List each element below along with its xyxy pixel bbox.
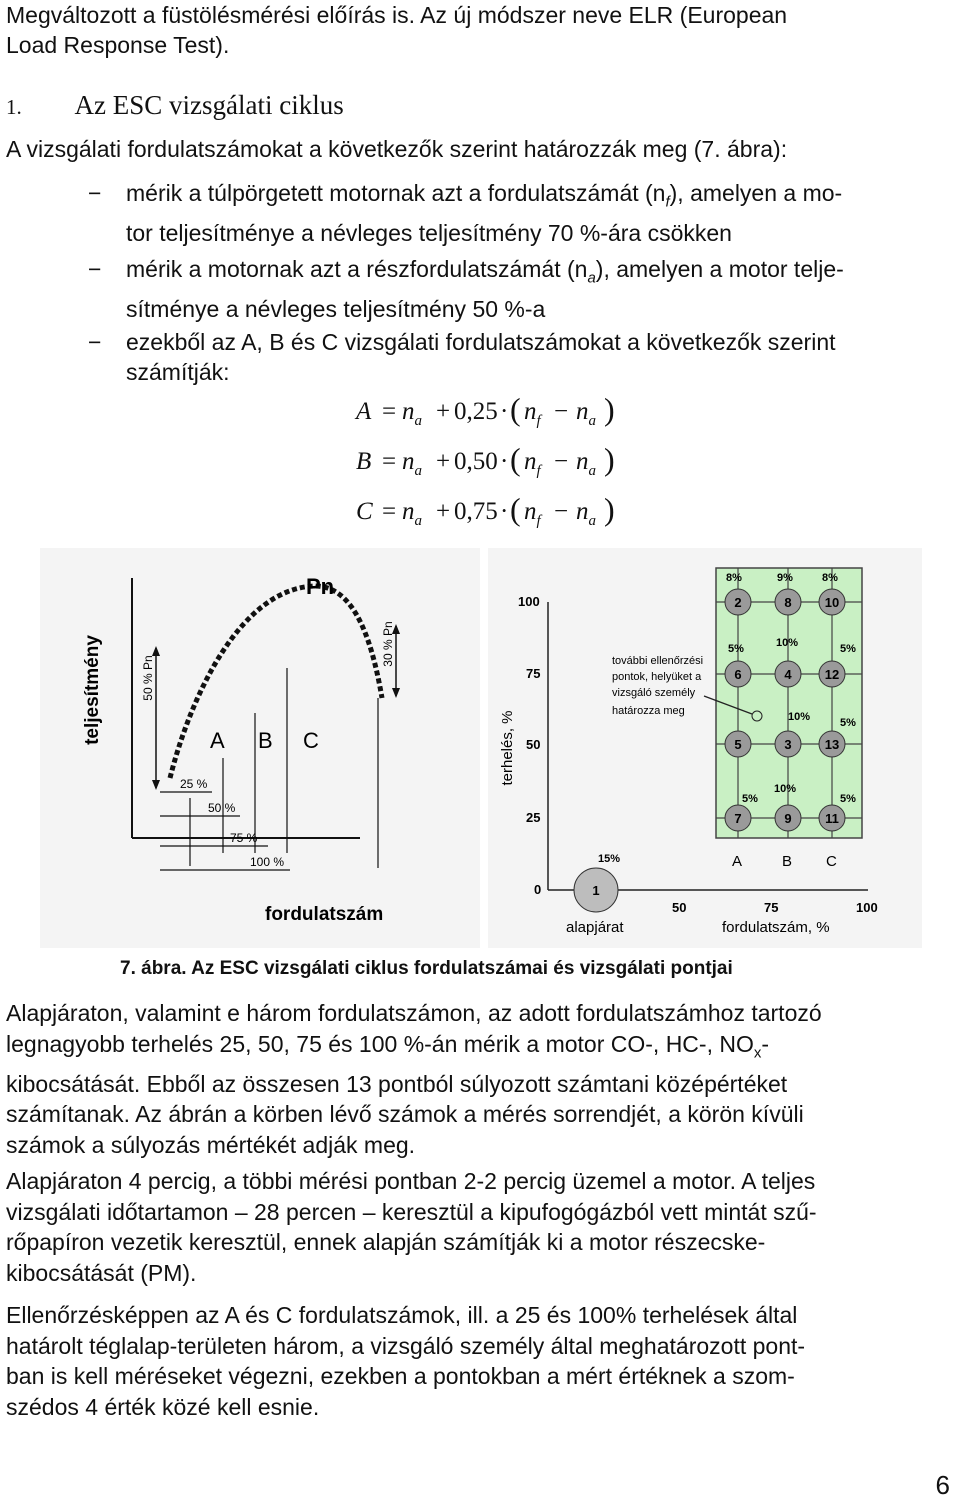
note-line: pontok, helyüket a (612, 671, 702, 683)
formula-plus: + (436, 398, 451, 425)
weight-label: 8% (822, 572, 838, 584)
page-number: 6 (935, 1470, 950, 1500)
bullet-2-text: mérik a motornak azt a részfordulatszámát (n (126, 256, 588, 282)
formula-sub: a (414, 413, 422, 429)
x-tick-75: 75 (764, 900, 779, 915)
note-line: határozza meg (612, 705, 685, 717)
formula-paren: ) (604, 491, 615, 527)
figure-caption: 7. ábra. Az ESC vizsgálati ciklus fordulatszámai és vizsgálati pontjai (120, 958, 733, 979)
note-line: vizsgáló személy (612, 687, 696, 699)
esc-test-points-figure (488, 548, 922, 948)
formula-n: n (402, 398, 415, 425)
paragraph-1-line: Alapjáraton, valamint e három fordulatszámon, az adott fordulatszámhoz tartozó (6, 1000, 822, 1026)
formula-minus: − (554, 448, 569, 475)
peak-label: Pn (306, 574, 335, 599)
bullet-dash: − (88, 256, 102, 282)
formula-sub: a (588, 513, 596, 529)
extra-point-icon (752, 711, 762, 721)
y-tick-50: 50 (526, 737, 541, 752)
section-heading (6, 88, 344, 124)
formula-eq: = (382, 498, 397, 525)
formula-paren: ) (604, 441, 615, 477)
x-axis-label: fordulatszám (265, 904, 384, 925)
dim-label-50: 50 % (208, 801, 236, 815)
paragraph-1-line: számítanak. Az ábrán a körben lévő számok a mérés sorrendjét, a körön kívüli (6, 1101, 804, 1128)
section-title: Az ESC vizsgálati ciklus (74, 90, 344, 120)
col-letter-b: B (782, 853, 793, 870)
formula-sub: f (536, 413, 541, 429)
formula-paren: ( (510, 441, 521, 477)
formula-lhs: B (356, 448, 372, 475)
weight-label: 15% (598, 853, 621, 865)
formula-n: n (576, 498, 589, 525)
marker-30-label: 30 % Pn (381, 621, 395, 667)
bullet-dash: − (88, 329, 102, 355)
dim-label-75: 75 % (230, 831, 258, 845)
test-point-number: 5 (734, 737, 742, 752)
dim-label-100: 100 % (250, 855, 285, 869)
weight-label: 10% (776, 637, 799, 649)
bullet-2-text-b: ), amelyen a motor telje- (595, 256, 844, 282)
test-point-number: 3 (784, 737, 792, 752)
weight-label: 8% (726, 572, 742, 584)
marker-50-label: 50 % Pn (141, 655, 155, 701)
paragraph-1-text: - (761, 1030, 770, 1057)
bullet-2 (126, 254, 946, 324)
y-axis-label: teljesítmény (82, 635, 103, 745)
formula-n: n (524, 448, 537, 475)
bullet-1 (126, 178, 946, 248)
y-tick-100: 100 (518, 594, 540, 609)
bullet-dash: − (88, 180, 102, 206)
bullet-2-sub: a (587, 269, 596, 287)
formula-n: n (524, 498, 537, 525)
power-curve-figure (40, 548, 480, 948)
paragraph-1 (6, 998, 946, 1160)
formula-sub: a (414, 513, 422, 529)
y-tick-75: 75 (526, 666, 541, 681)
paragraph-3-line: Ellenőrzésképpen az A és C fordulatszámok, ill. a 25 és 100% terhelések által (6, 1302, 798, 1328)
nox-subscript: x (753, 1044, 762, 1062)
formula-sub: a (588, 413, 596, 429)
formula-plus: + (436, 448, 451, 475)
formula-n: n (524, 398, 537, 425)
y-tick-0: 0 (534, 882, 542, 897)
test-point-number: 4 (784, 667, 792, 682)
y-tick-25: 25 (526, 810, 541, 825)
intro-line-1: Megváltozott a füstölésmérési előírás is. Az új módszer neve ELR (European (6, 2, 788, 28)
formula-sub: a (588, 463, 596, 479)
test-point-number: 12 (824, 667, 840, 682)
formula-lhs: A (356, 398, 372, 425)
paragraph-2 (6, 1166, 946, 1288)
formula-sub: a (414, 463, 422, 479)
paragraph-2-line: Alapjáraton 4 percig, a többi mérési pontban 2-2 percig üzemel a motor. A teljes (6, 1168, 816, 1194)
test-point-number: 11 (825, 811, 839, 826)
bullet-2-line-2: sítménye a névleges teljesítmény 50 %-a (126, 295, 546, 322)
bullet-1-line-2: tor teljesítménye a névleges teljesítmény 70 %-ára csökken (126, 219, 732, 246)
formula-coef: 0,50 (454, 448, 498, 475)
paragraph-3-line: határolt téglalap-területen három, a vizsgáló személy által meghatározott pont- (6, 1332, 806, 1359)
formula-dot: · (500, 498, 509, 525)
paragraph-1-line: kibocsátását. Ebből az összesen 13 pontból súlyozott számtani középértéket (6, 1070, 788, 1097)
test-point-number: 10 (824, 595, 840, 610)
x-tick-100: 100 (856, 900, 878, 915)
letter-a: A (210, 728, 225, 753)
test-point-number: 8 (784, 595, 792, 610)
letter-c: C (303, 728, 319, 753)
weight-label: 10% (774, 783, 797, 795)
y-axis-label: terhelés, % (499, 710, 516, 786)
test-point-number: 6 (734, 667, 742, 682)
formula-coef: 0,25 (454, 398, 498, 425)
paragraph-3-line: ban is kell méréseket végezni, ezekben a pontokban a mért értéknek a szom- (6, 1363, 795, 1389)
formula-n: n (402, 498, 415, 525)
dim-label-25: 25 % (180, 777, 208, 791)
idle-point-number: 1 (592, 883, 600, 898)
weight-label: 10% (788, 711, 811, 723)
formula-n: n (576, 398, 589, 425)
paragraph-2-line: rőpapíron vezetik keresztül, ennek alapján számítják ki a motor részecske- (6, 1229, 766, 1255)
test-point-number: 7 (734, 811, 742, 826)
weight-label: 5% (742, 793, 758, 805)
formula-sub: f (536, 513, 541, 529)
bullet-3-text: ezekből az A, B és C vizsgálati fordulatszámokat a következők szerint (126, 329, 836, 355)
weight-label: 5% (840, 643, 856, 655)
paragraph-1-text: legnagyobb terhelés 25, 50, 75 és 100 %-án mérik a motor CO-, HC-, NO (6, 1030, 754, 1057)
weight-label: 9% (777, 572, 793, 584)
letter-b: B (258, 728, 273, 753)
idle-label: alapjárat (566, 919, 624, 936)
note-line: további ellenőrzési (612, 655, 704, 667)
col-letter-a: A (732, 853, 743, 870)
formula-eq: = (382, 448, 397, 475)
formula-dot: · (500, 448, 509, 475)
formula-lhs: C (356, 498, 373, 525)
bullet-3-line-2: számítják: (126, 359, 230, 385)
paragraph-1-line (6, 1029, 946, 1069)
test-point-number: 13 (824, 737, 840, 752)
formula-eq: = (382, 398, 397, 425)
formula-coef: 0,75 (454, 498, 498, 525)
bullet-1-text: mérik a túlpörgetett motornak azt a fordulatszámát (n (126, 180, 666, 206)
formula-paren: ) (604, 391, 615, 427)
formula-n: n (402, 448, 415, 475)
formula-dot: · (500, 398, 509, 425)
weight-label: 5% (840, 717, 856, 729)
weight-label: 5% (728, 643, 744, 655)
formula-minus: − (554, 498, 569, 525)
paragraph-1-line: számok a súlyozás mértékét adják meg. (6, 1131, 416, 1158)
formula-plus: + (436, 498, 451, 525)
weight-label: 5% (840, 793, 856, 805)
test-point-number: 2 (734, 595, 742, 610)
formula-sub: f (536, 463, 541, 479)
formula-paren: ( (510, 491, 521, 527)
paragraph-2-line: kibocsátását (PM). (6, 1259, 197, 1286)
formula-paren: ( (510, 391, 521, 427)
col-letter-c: C (826, 853, 837, 870)
formula-minus: − (554, 398, 569, 425)
paragraph-3 (6, 1300, 946, 1422)
paragraph-2-line: vizsgálati időtartamon – 28 percen – keresztül a kipufogógázból vett mintát szű- (6, 1198, 817, 1225)
test-point-number: 9 (784, 811, 792, 826)
lead-sentence: A vizsgálati fordulatszámokat a következők szerint határozzák meg (7. ábra): (6, 136, 788, 162)
formula-n: n (576, 448, 589, 475)
intro-line-2: Load Response Test). (6, 32, 230, 58)
x-axis-label: fordulatszám, % (722, 919, 830, 936)
section-number: 1. (6, 95, 22, 119)
x-tick-50: 50 (672, 900, 687, 915)
bullet-1-sub: f (665, 193, 670, 211)
bullet-3 (126, 327, 946, 387)
bullet-1-text-b: ), amelyen a mo- (669, 180, 843, 206)
paragraph-3-line: szédos 4 érték közé kell esnie. (6, 1393, 320, 1420)
